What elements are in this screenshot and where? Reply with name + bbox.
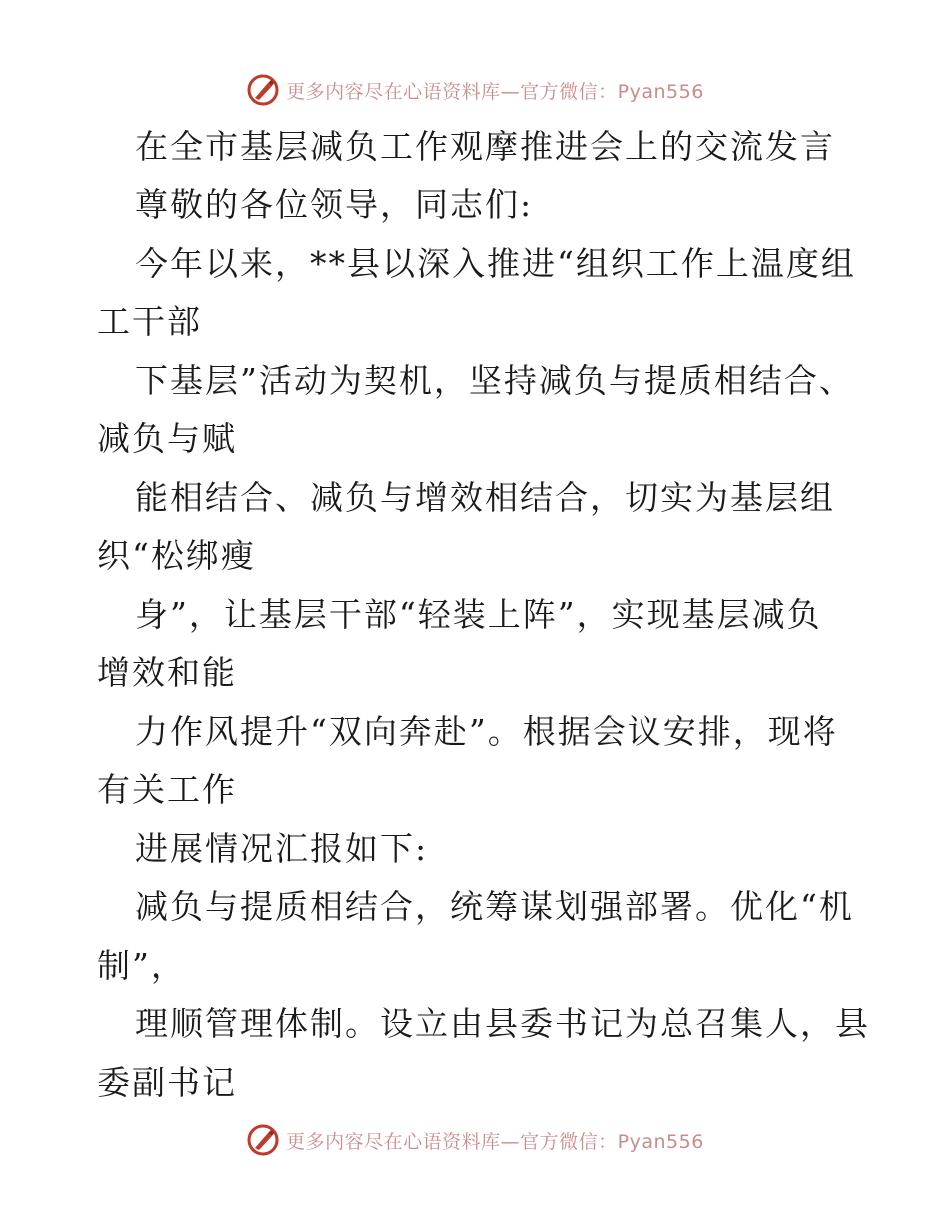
paragraph-line: 织“松绑瘦: [97, 536, 256, 575]
paragraph-line: 下基层”活动为契机，坚持减负与提质相结合、: [135, 361, 854, 400]
paragraph-line: 减负与赋: [97, 419, 237, 458]
paragraph-line: 身”，让基层干部“轻装上阵”，实现基层减负: [135, 595, 822, 634]
paragraph-line: 进展情况汇报如下:: [135, 829, 429, 868]
salutation: 尊敬的各位领导，同志们:: [135, 185, 534, 224]
paragraph-line: 理顺管理体制。设立由县委书记为总召集人，县: [135, 1004, 870, 1043]
paragraph-line: 能相结合、减负与增效相结合，切实为基层组: [135, 478, 835, 517]
paragraph-line: 增效和能: [97, 653, 237, 692]
watermark-text: 更多内容尽在心语资料库—官方微信：Pyan556: [286, 1130, 704, 1153]
paragraph-line: 减负与提质相结合，统筹谋划强部署。优化“机: [135, 887, 854, 926]
paragraph-line: 力作风提升“双向奔赴”。根据会议安排，现将: [135, 712, 838, 751]
document-title: 在全市基层减负工作观摩推进会上的交流发言: [135, 127, 835, 166]
paragraph-line: 委副书记: [97, 1063, 237, 1102]
footer-watermark: [0, 1120, 950, 1160]
pen-seal-icon: [246, 73, 280, 107]
watermark-text: 更多内容尽在心语资料库—官方微信：Pyan556: [286, 80, 704, 103]
paragraph-line: 有关工作: [97, 770, 237, 809]
header-watermark: [0, 70, 950, 110]
paragraph-line: 制”，: [97, 946, 186, 985]
paragraph-line: 今年以来，**县以深入推进“组织工作上温度组: [135, 244, 856, 283]
paragraph-line: 工干部: [97, 302, 202, 341]
pen-seal-icon: [246, 1123, 280, 1157]
